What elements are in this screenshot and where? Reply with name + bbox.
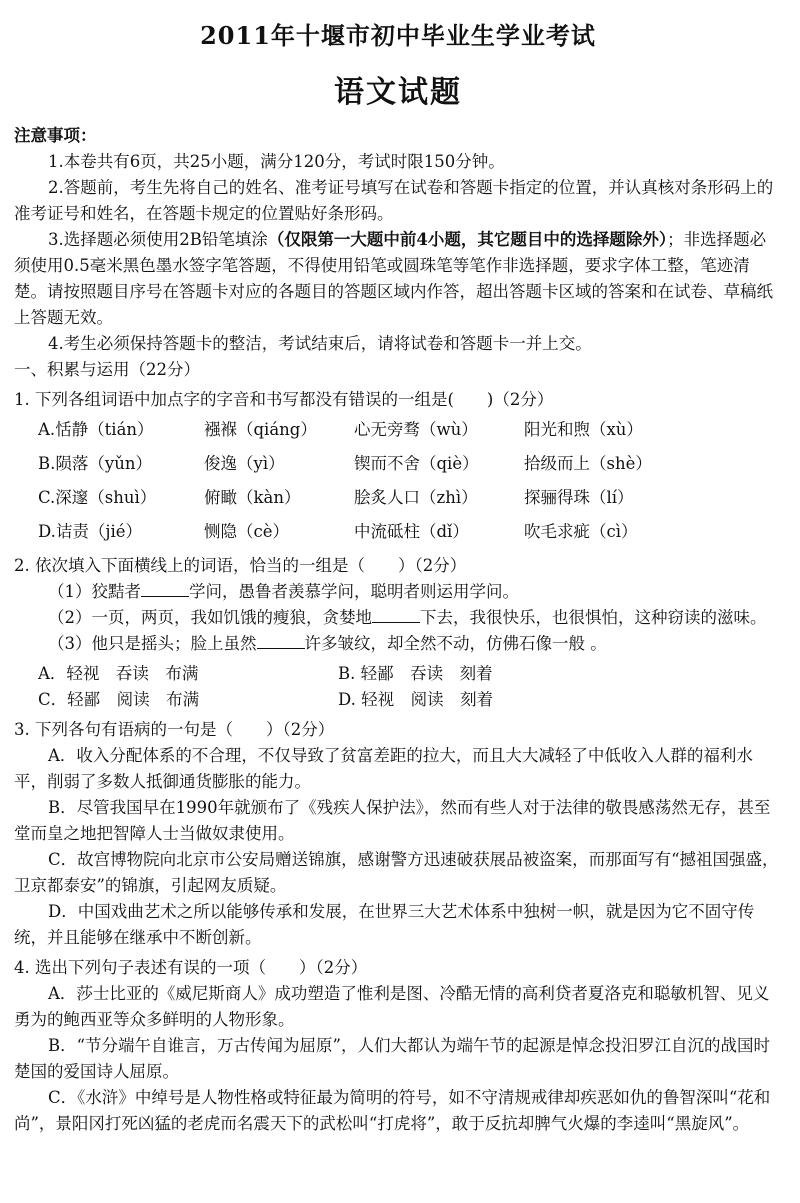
q1-b-2: 俊逸（yì） — [204, 454, 285, 473]
q2-option-b: B. 轻鄙 吞读 刻着 — [338, 664, 493, 683]
section1-heading: 一、积累与运用（22分） — [14, 360, 200, 379]
notes-heading: 注意事项： — [14, 126, 97, 145]
q1-c-3: 脍炙人口（zhì） — [354, 488, 478, 507]
q2-s3-end: 许多皱纹，却全然不动，仿佛石像一般 。 — [304, 634, 607, 653]
q1-c-1: C.深邃（shuì） — [38, 488, 157, 507]
q2-s3-start: （3）他只是摇头；脸上虽然 — [48, 634, 257, 653]
q2-stem: 2. 依次填入下面横线上的词语，恰当的一组是（ ）（2分） — [14, 556, 467, 575]
q3-option-c: C．故宫博物院向北京市公安局赠送锦旗，感谢警方迅速破获展品被盗案，而那面写有“撼祖国强盛，卫京都泰安”的锦旗，引起网友质疑。 — [14, 850, 779, 895]
q2-options — [14, 661, 782, 713]
q1-stem: 1. 下列各组词语中加点字的字音和书写都没有错误的一组是( )（2分） — [14, 390, 554, 409]
q2-s1-start: （1）狡黠者 — [48, 582, 141, 601]
note-item-2: 2.答题前，考生先将自己的姓名、准考证号填写在试卷和答题卡指定的位置，并认真核对条形码上的准考证号和姓名，在答题卡规定的位置贴好条形码。 — [14, 178, 774, 223]
q4-option-a: A．莎士比亚的《威尼斯商人》成功塑造了惟利是图、冷酷无情的高利贷者夏洛克和聪敏机智、见义勇为的鲍西亚等众多鲜明的人物形象。 — [14, 984, 770, 1029]
q2-option-d: D. 轻视 阅读 刻着 — [338, 690, 494, 709]
note-item-3-start: 3.选择题必须使用2B铅笔填涂 — [48, 230, 268, 249]
q2-s2-start: （2）一页，两页，我如饥饿的瘦狼，贪婪地 — [48, 608, 372, 627]
note-item-4: 4.考生必须保持答题卡的整洁，考试结束后，请将试卷和答题卡一并上交。 — [48, 334, 592, 353]
q1-options — [14, 413, 782, 549]
q3-option-a: A．收入分配体系的不合理，不仅导致了贫富差距的拉大，而且大大减轻了中低收入人群的福利水平，削弱了多数人抵御通货膨胀的能力。 — [14, 746, 753, 791]
exam-title: 2011年十堰市初中毕业生学业考试 — [200, 21, 596, 50]
q1-c-2: 俯瞰（kàn） — [204, 488, 301, 507]
q4-option-c: C．《水浒》中绰号是人物性格或特征最为简明的符号，如不守清规戒律却疾恶如仇的鲁智深叫“花和尚”，景阳冈打死凶猛的老虎而名震天下的武松叫“打虎将”，敢于反抗却脾气火爆的李逵叫“黑旋风”。 — [14, 1088, 771, 1133]
q2-blank-3 — [257, 632, 305, 649]
q4-stem: 4. 选出下列句子表述有误的一项（ ）（2分） — [14, 958, 368, 977]
q2-sentence-1 — [14, 579, 782, 605]
q2-blank-1 — [141, 580, 189, 597]
q2-s1-end: 学问，愚鲁者羡慕学问，聪明者则运用学问。 — [189, 582, 519, 601]
q2-option-a: A．轻视 吞读 布满 — [38, 664, 199, 683]
q1-b-3: 锲而不舍（qiè） — [354, 454, 479, 473]
note-item-3-rest: ；非选择题必须使用0.5毫米黑色墨水签字笔答题，不得使用铅笔或圆珠笔等笔作非选择题，要求字体工整，笔迹清楚。请按照题目序号在答题卡对应的各题目的答题区域内作答，超出答题卡区域的答案和在试卷、草稿纸上答题无效。 — [14, 230, 773, 327]
note-item-3-bold: （仅限第一大题中前4小题，其它题目中的选择题除外） — [267, 230, 668, 249]
q1-a-3: 心无旁骛（wù） — [354, 420, 478, 439]
q1-c-4: 探骊得珠（lí） — [524, 488, 634, 507]
q3-option-d: D．中国戏曲艺术之所以能够传承和发展，在世界三大艺术体系中独树一帜，就是因为它不固守传统，并且能够在继承中不断创新。 — [14, 902, 755, 947]
note-item-1: 1.本卷共有6页，共25小题，满分120分，考试时限150分钟。 — [48, 152, 505, 171]
q1-a-1: A.恬静（tián） — [38, 420, 154, 439]
q2-option-c: C．轻鄙 阅读 布满 — [38, 690, 200, 709]
q1-a-4: 阳光和煦（xù） — [524, 420, 643, 439]
q2-s2-end: 下去，我很快乐，也很惧怕，这种窃读的滋味。 — [420, 608, 767, 627]
q1-d-2: 恻隐（cè） — [204, 522, 290, 541]
q1-b-4: 拾级而上（shè） — [524, 454, 652, 473]
q4-option-b: B．“节分端午自谁言，万古传闻为屈原”，人们大都认为端午节的起源是悼念投汨罗江自沉的战国时楚国的爱国诗人屈原。 — [14, 1036, 770, 1081]
q2-sentence-3 — [14, 631, 782, 657]
note-item-3 — [14, 227, 782, 331]
q1-d-1: D.诘责（jié） — [38, 522, 143, 541]
q3-stem: 3. 下列各句有语病的一句是（ ）（2分） — [14, 720, 335, 739]
q1-d-3: 中流砥柱（dǐ） — [354, 522, 469, 541]
subject-title: 语文试题 — [334, 75, 462, 110]
q1-b-1: B.陨落（yǔn） — [38, 454, 152, 473]
q1-d-4: 吹毛求疵（cì） — [524, 522, 638, 541]
q3-option-b: B．尽管我国早在1990年就颁布了《残疾人保护法》，然而有些人对于法律的敬畏感荡然无存，甚至堂而皇之地把智障人士当做奴隶使用。 — [14, 798, 771, 843]
q1-a-2: 襁褓（qiáng） — [204, 420, 317, 439]
q2-blank-2 — [372, 606, 420, 623]
q2-sentence-2 — [14, 605, 782, 631]
